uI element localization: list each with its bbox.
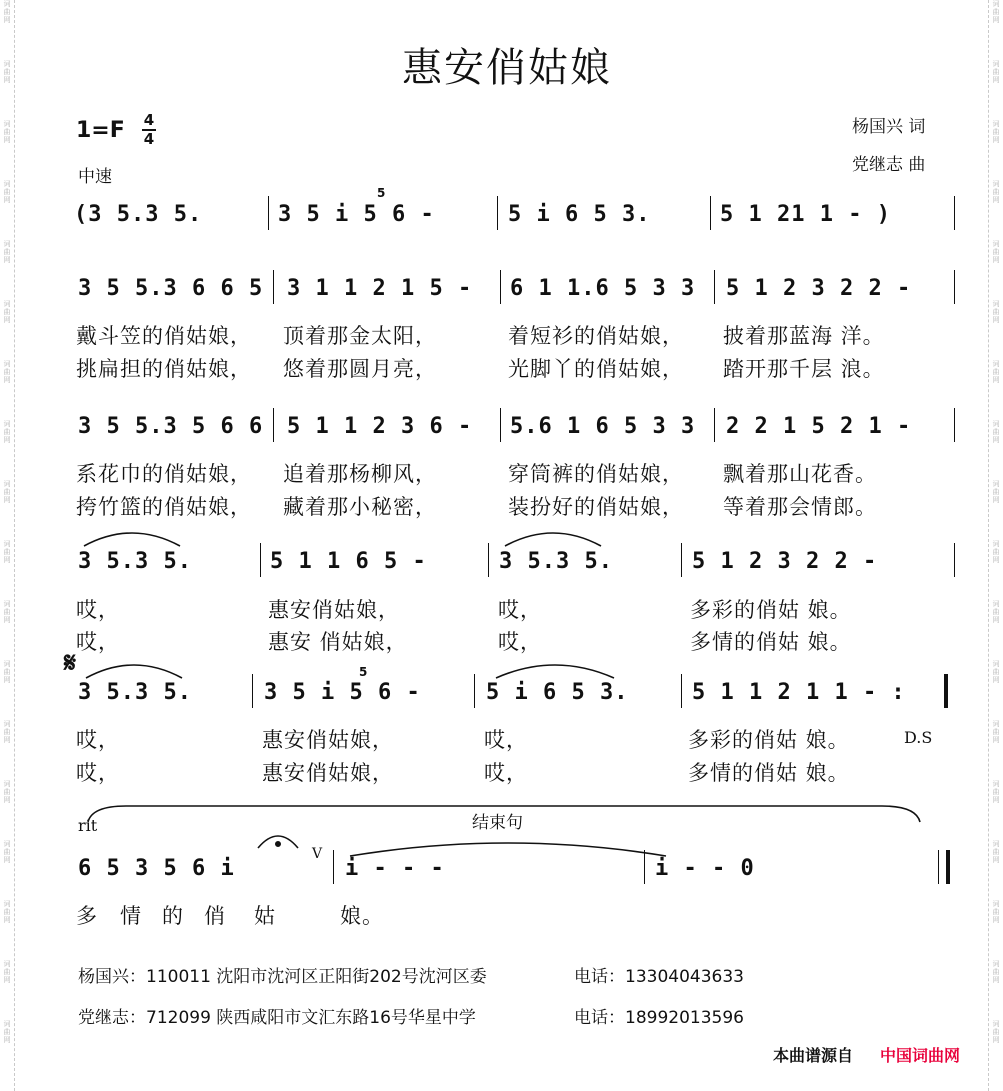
- line2-lyric2-d: 等着那会情郎。: [723, 495, 877, 519]
- time-signature: [142, 112, 156, 148]
- line2-lyric1-c: 穿筒裤的俏姑娘，: [508, 462, 684, 486]
- line3-lyric1-b: 惠安俏姑娘，: [268, 598, 400, 622]
- slur: [503, 526, 603, 548]
- barline: [938, 850, 939, 884]
- barline: [710, 196, 711, 230]
- line2-lyric2-b: 藏着那小秘密，: [283, 495, 437, 519]
- barline: [644, 850, 645, 884]
- tempo-marking: 中速: [78, 167, 112, 187]
- watermark-text: 词曲网: [992, 0, 1000, 24]
- line5-measure-2: i - - -: [345, 856, 445, 881]
- watermark-text: 词曲网: [992, 300, 1000, 324]
- line5-measure-3: i - - 0: [655, 856, 755, 881]
- watermark-text: 词曲网: [3, 540, 11, 564]
- line1-lyric2-a: 挑扁担的俏姑娘，: [76, 357, 252, 381]
- line4-lyric2-c: 哎，: [484, 761, 528, 785]
- watermark-text: 词曲网: [992, 540, 1000, 564]
- barline: [500, 408, 501, 442]
- line2-lyric2-a: 挎竹篮的俏姑娘，: [76, 495, 252, 519]
- barline: [714, 270, 715, 304]
- line2-lyric1-d: 飘着那山花香。: [723, 462, 877, 486]
- watermark-text: 词曲网: [992, 180, 1000, 204]
- line2-measure-2: 5 1 1 2 3 6 -: [287, 414, 473, 439]
- watermark-text: 词曲网: [992, 660, 1000, 684]
- line2-lyric1-b: 追着那杨柳风，: [283, 462, 437, 486]
- barline: [260, 543, 261, 577]
- line3-lyric2-a: 哎，: [76, 630, 120, 654]
- watermark-text: 词曲网: [3, 660, 11, 684]
- line1-measure-4: 5 1 2 3 2 2 -: [726, 276, 912, 301]
- watermark-text: 词曲网: [3, 720, 11, 744]
- watermark-text: 词曲网: [992, 780, 1000, 804]
- breath-mark: V: [312, 846, 323, 862]
- rit-marking: rit: [78, 816, 98, 835]
- grace-note: 5: [359, 665, 368, 679]
- watermark-text: 词曲网: [3, 1020, 11, 1044]
- line3-measure-2: 5 1 1 6 5 -: [270, 549, 427, 574]
- barline: [474, 674, 475, 708]
- line1-lyric1-c: 着短衫的俏姑娘，: [508, 324, 684, 348]
- line2-measure-1: 3 5 5.3 5 6 6: [78, 414, 264, 439]
- line5-lyric-5: 姑: [254, 904, 276, 928]
- line1-lyric1-d: 披着那蓝海 洋。: [723, 324, 885, 348]
- barline: [273, 270, 274, 304]
- lyricist-phone: 电话：13304043633: [574, 967, 744, 987]
- watermark-text: 词曲网: [3, 420, 11, 444]
- watermark-text: 词曲网: [992, 1020, 1000, 1044]
- ds-marking: D.S: [904, 728, 933, 747]
- line4-lyric2-d: 多情的俏姑 娘。: [688, 761, 850, 785]
- watermark-text: 词曲网: [3, 900, 11, 924]
- barline: [954, 196, 955, 230]
- repeat-barline: [944, 674, 948, 708]
- fermata: [254, 826, 302, 850]
- watermark-text: 词曲网: [992, 600, 1000, 624]
- slur: [494, 658, 616, 680]
- line3-lyric2-d: 多情的俏姑 娘。: [690, 630, 852, 654]
- key-signature: 1=F: [76, 118, 125, 143]
- line5-measure-1: 6 5 3 5 6 i: [78, 856, 235, 881]
- line4-measure-1: 3 5.3 5.: [78, 680, 192, 705]
- line5-lyric-2: 情: [120, 904, 142, 928]
- line1-lyric1-a: 戴斗笠的俏姑娘，: [76, 324, 252, 348]
- line1-lyric2-b: 悠着那圆月亮，: [283, 357, 437, 381]
- line5-lyric-4: 俏: [204, 904, 226, 928]
- barline: [500, 270, 501, 304]
- barline: [714, 408, 715, 442]
- watermark-text: 词曲网: [992, 900, 1000, 924]
- watermark-text: 词曲网: [992, 60, 1000, 84]
- final-barline: [946, 850, 950, 884]
- line1-lyric2-d: 踏开那千层 浪。: [723, 357, 885, 381]
- line4-measure-2: 3 5 i 5 6 -: [264, 680, 421, 705]
- line5-lyric-3: 的: [162, 904, 184, 928]
- line2-lyric1-a: 系花巾的俏姑娘，: [76, 462, 252, 486]
- barline: [268, 196, 269, 230]
- line4-lyric2-b: 惠安俏姑娘，: [262, 761, 394, 785]
- line4-measure-4: 5 1 1 2 1 1 - :: [692, 680, 906, 705]
- watermark-text: 词曲网: [3, 960, 11, 984]
- intro-measure-4: 5 1 21 1 - ): [720, 202, 891, 227]
- watermark-text: 词曲网: [3, 60, 11, 84]
- source-label: 本曲谱源自: [773, 1046, 854, 1065]
- watermark-text: 词曲网: [3, 240, 11, 264]
- watermark-text: 词曲网: [3, 780, 11, 804]
- watermark-text: 词曲网: [3, 360, 11, 384]
- barline: [954, 408, 955, 442]
- time-signature-top: 4: [143, 111, 155, 129]
- line1-measure-1: 3 5 5.3 6 6 5: [78, 276, 264, 301]
- right-watermark-strip: [988, 0, 1003, 1091]
- composer-credit: 党继志 曲: [852, 155, 926, 175]
- barline: [681, 674, 682, 708]
- watermark-text: 词曲网: [3, 840, 11, 864]
- line3-lyric2-c: 哎，: [498, 630, 542, 654]
- barline: [252, 674, 253, 708]
- watermark-text: 词曲网: [992, 960, 1000, 984]
- watermark-text: 词曲网: [3, 0, 11, 24]
- intro-measure-3: 5 i 6 5 3.: [508, 202, 651, 227]
- barline: [488, 543, 489, 577]
- watermark-text: 词曲网: [992, 360, 1000, 384]
- barline: [497, 196, 498, 230]
- line3-lyric1-a: 哎，: [76, 598, 120, 622]
- line1-measure-3: 6 1 1.6 5 3 3: [510, 276, 696, 301]
- intro-measure-1: (3 5.3 5.: [74, 202, 203, 227]
- composer-phone: 电话：18992013596: [574, 1008, 744, 1028]
- line3-measure-1: 3 5.3 5.: [78, 549, 192, 574]
- source-site-link[interactable]: 中国词曲网: [880, 1046, 961, 1065]
- line3-lyric1-d: 多彩的俏姑 娘。: [690, 598, 852, 622]
- line1-measure-2: 3 1 1 2 1 5 -: [287, 276, 473, 301]
- line1-lyric1-b: 顶着那金太阳，: [283, 324, 437, 348]
- line4-measure-3: 5 i 6 5 3.: [486, 680, 629, 705]
- lyricist-address: 杨国兴：110011 沈阳市沈河区正阳街202号沈河区委: [78, 967, 487, 987]
- line3-lyric2-b: 惠安 俏姑娘，: [268, 630, 408, 654]
- segno-sign: 𝄋: [64, 646, 77, 679]
- lyricist-credit: 杨国兴 词: [852, 117, 926, 137]
- barline: [681, 543, 682, 577]
- watermark-text: 词曲网: [992, 420, 1000, 444]
- barline: [273, 408, 274, 442]
- line4-lyric1-b: 惠安俏姑娘，: [262, 728, 394, 752]
- line5-lyric-1: 多: [76, 904, 98, 928]
- watermark-text: 词曲网: [3, 300, 11, 324]
- line4-lyric2-a: 哎，: [76, 761, 120, 785]
- watermark-text: 词曲网: [992, 120, 1000, 144]
- line3-measure-3: 3 5.3 5.: [499, 549, 613, 574]
- song-title: 惠安俏姑娘: [402, 45, 612, 91]
- line2-measure-3: 5.6 1 6 5 3 3: [510, 414, 696, 439]
- line4-lyric1-c: 哎，: [484, 728, 528, 752]
- line4-lyric1-d: 多彩的俏姑 娘。: [688, 728, 850, 752]
- composer-address: 党继志：712099 陕西咸阳市文汇东路16号华星中学: [78, 1008, 476, 1028]
- slur: [82, 526, 182, 548]
- line2-lyric2-c: 装扮好的俏姑娘，: [508, 495, 684, 519]
- barline: [954, 543, 955, 577]
- barline: [954, 270, 955, 304]
- watermark-text: 词曲网: [992, 480, 1000, 504]
- ending-label: 结束句: [472, 813, 523, 833]
- tie: [348, 836, 668, 858]
- intro-measure-2: 3 5 i 5 6 -: [278, 202, 435, 227]
- time-signature-bottom: 4: [143, 130, 155, 148]
- line2-measure-4: 2 2 1 5 2 1 -: [726, 414, 912, 439]
- line1-lyric2-c: 光脚丫的俏姑娘，: [508, 357, 684, 381]
- watermark-text: 词曲网: [3, 480, 11, 504]
- line4-lyric1-a: 哎，: [76, 728, 120, 752]
- watermark-text: 词曲网: [3, 120, 11, 144]
- grace-note: 5: [377, 186, 386, 200]
- watermark-text: 词曲网: [3, 600, 11, 624]
- left-watermark-strip: [0, 0, 15, 1091]
- barline: [333, 850, 334, 884]
- watermark-text: 词曲网: [992, 240, 1000, 264]
- line3-measure-4: 5 1 2 3 2 2 -: [692, 549, 878, 574]
- watermark-text: 词曲网: [992, 720, 1000, 744]
- line5-lyric-6: 娘。: [340, 904, 384, 928]
- watermark-text: 词曲网: [992, 840, 1000, 864]
- slur: [84, 658, 184, 680]
- watermark-text: 词曲网: [3, 180, 11, 204]
- line3-lyric1-c: 哎，: [498, 598, 542, 622]
